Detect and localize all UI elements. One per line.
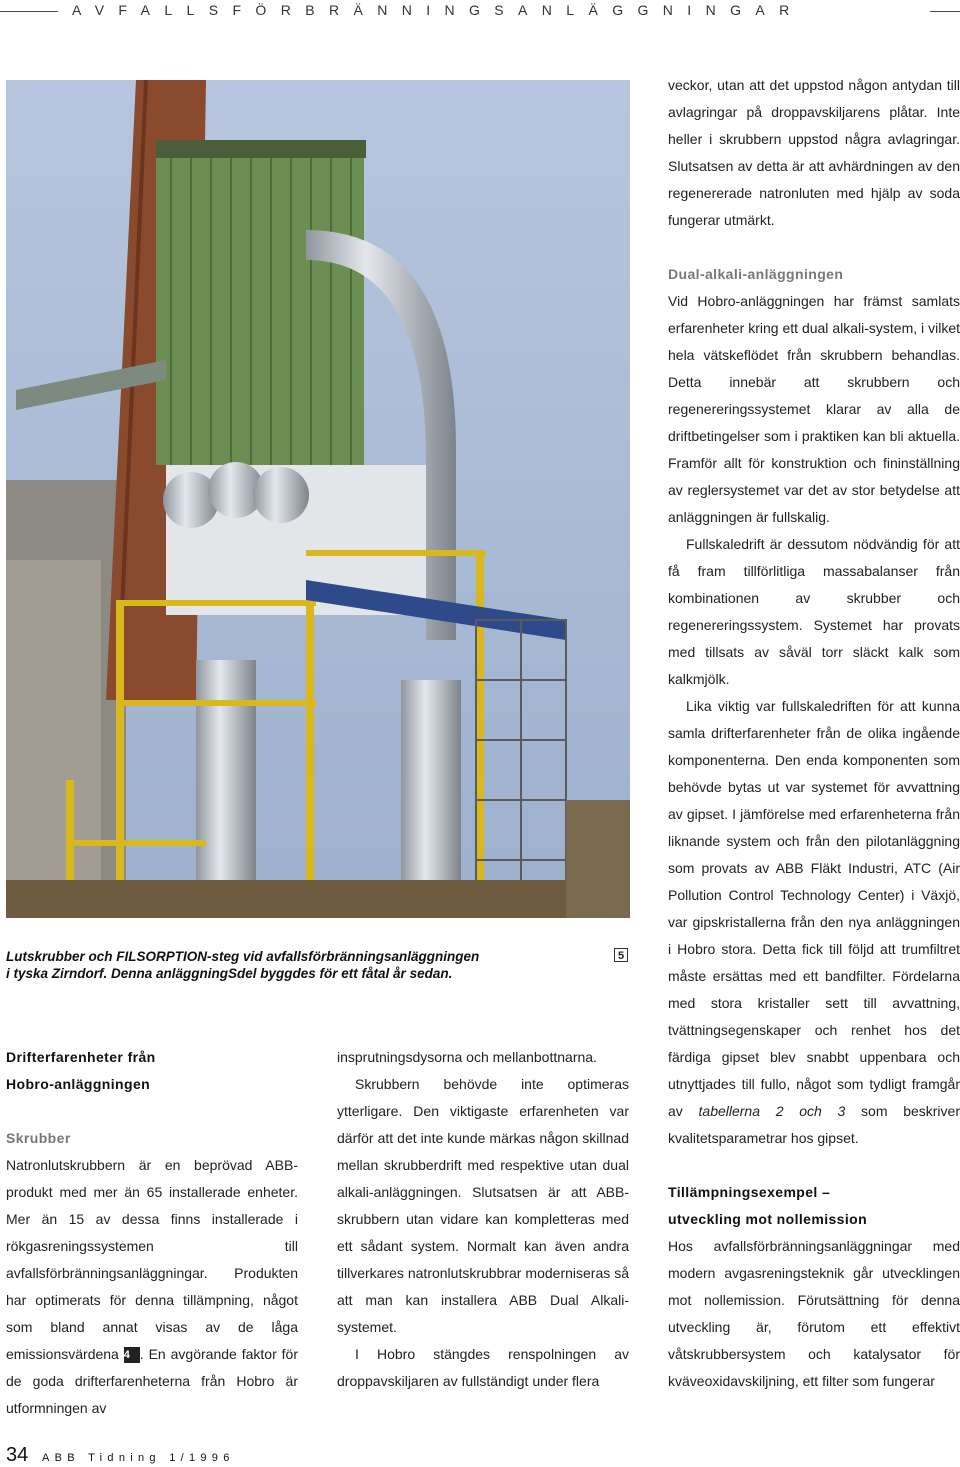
table-reference: tabellerna 2 och 3 <box>698 1103 846 1119</box>
subheading-dual-alkali: Dual-alkali-anläggningen <box>668 266 844 282</box>
column-1 <box>6 1044 298 1422</box>
running-header <box>0 0 960 26</box>
reference-badge: 4 <box>124 1347 140 1363</box>
paragraph: Skrubbern behövde inte optimeras ytterligare. Den viktigaste erfarenheten var därför att det inte kunde märkas någon skillnad mellan skrubberdrift med respektive utan dual alkali-anläggningen. Slutsatsen är att ABB-skrubbern utan vidare kan kompletteras med ett sådant system. Normalt kan även andra tillverkares natronlutskrubbrar moderniseras så att man kan installera ABB Dual Alkali-systemet. <box>337 1076 629 1335</box>
header-rule-right <box>930 11 960 12</box>
caption-line-1: Lutskrubber och FILSORPTION-steg vid avfallsförbränningsanläggningen <box>6 949 480 964</box>
column-3 <box>668 72 960 1395</box>
column-2 <box>337 1044 629 1395</box>
page-number: 34 <box>6 1444 29 1466</box>
paragraph-text: Lika viktig var fullskaledriften för att kunna samla drifterfarenheter från de olika ingående komponenterna. Den enda komponenten som behövde bytas ut var systemet för avvattning av gipset. I jämförelse med erfarenheterna från liknande system och från den pilotanläggning som provats av ABB Fläkt Industri, ATC (Air Pollution Control Technology Center) i Växjö, var gipskristallerna från den nya anläggningen i Hobro stora. Detta fick till följd att trumfiltret måste ersättas med ett bandfilter. Fördelarna med stora kristaller sett till avvattning, tvättningsegenskaper och renhet hos det färdiga gipset blev snabbt uppenbara och utnyttjades till fullo, något som tydligt framgår av <box>668 698 960 1119</box>
section-heading-line-2: utveckling mot nollemission <box>668 1211 868 1227</box>
paragraph-text: som beskriver kvalitetsparametrar hos gipset. <box>668 1103 960 1146</box>
paragraph <box>668 693 960 1152</box>
header-rule-left <box>0 11 58 12</box>
paragraph-text: Natronlutskrubbern är en beprövad ABB-produkt med mer än 65 installerade enheter. Mer än 15 av dessa finns installerade i rökgasreningssystemen till avfallsförbränningsanläggningar. Produkten har optimerats för denna tillämpning, något som bland annat visas av de låga emissionsvärdena <box>6 1157 298 1362</box>
paragraph: veckor, utan att det uppstod någon antydan till avlagringar på droppavskiljarens plåtar. Inte heller i skrubbern uppstod några avlagringar. Slutsatsen av detta är att avhärdningen av den regenererade natronluten med hjälp av soda fungerar utmärkt. <box>668 77 960 228</box>
section-heading-line-1: Drifterfarenheter från <box>6 1049 156 1065</box>
paragraph: Fullskaledrift är dessutom nödvändig för att få fram tillförlitliga massabalanser från kombinationen av skrubber och regenereringssystem. Systemet har provats med tillsats av såväl torr släckt kalk som kalkmjölk. <box>668 536 960 687</box>
caption-line-2: i tyska Zirndorf. Denna anläggningSdel byggdes för ett fåtal år sedan. <box>6 966 453 981</box>
figure-caption <box>6 948 606 982</box>
header-title: AVFALLSFÖRBRÄNNINGSANLÄGGNINGAR <box>72 2 804 18</box>
paragraph: insprutningsdysorna och mellanbottnarna. <box>337 1049 597 1065</box>
figure-number: 5 <box>614 948 628 962</box>
plant-photo <box>6 80 630 918</box>
paragraph <box>6 1152 298 1422</box>
subheading-skrubber: Skrubber <box>6 1130 71 1146</box>
section-heading-line-1: Tillämpningsexempel – <box>668 1184 831 1200</box>
paragraph: Vid Hobro-anläggningen har främst samlats erfarenheter kring ett dual alkali-system, i vilket hela vätskeflödet från skrubbern behandlas. Detta innebär att skrubbern och regenereringssystemet klarar av alla de driftbetingelser som i praktiken kan bli aktuella. Framför allt för konstruktion och fininställning av reglersystemet var det av stor betydelse att anläggningen är fullskalig. <box>668 293 960 525</box>
paragraph-text: . En avgörande faktor för de goda drifterfarenheterna från Hobro är utformningen av <box>6 1346 299 1416</box>
paragraph: I Hobro stängdes renspolningen av droppavskiljaren av fullständigt under flera <box>337 1346 629 1389</box>
section-heading-line-2: Hobro-anläggningen <box>6 1076 151 1092</box>
paragraph: Hos avfallsförbränningsanläggningar med modern avgasreningsteknik går utvecklingen mot nollemission. Förutsättning för denna utveckling är, förutom ett effektivt våtskrubbersystem och katalysator för kväveoxidavskiljning, ett filter som fungerar <box>668 1238 960 1389</box>
publication-name: ABB Tidning 1/1996 <box>42 1452 235 1464</box>
